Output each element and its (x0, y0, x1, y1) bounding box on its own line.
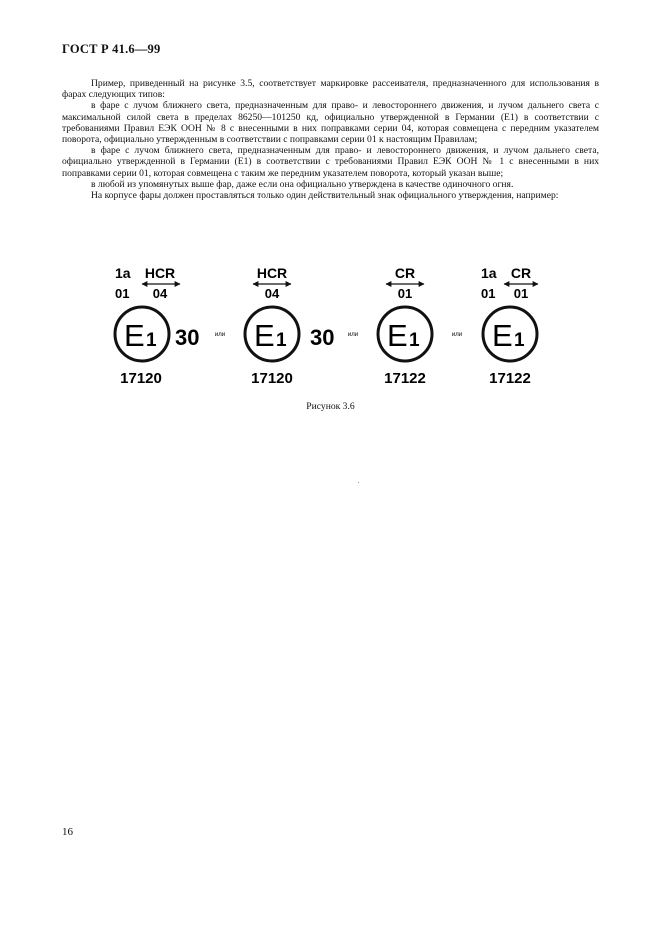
approval-marks-svg (100, 262, 560, 392)
approval-mark-3 (378, 265, 432, 387)
paragraph-item-2: в фаре с лучом ближнего света, предназначенным для право- и левостороннего движения, и лучом дальнего света, официально утвержденной в Германии (Е1) в соответствии с требованиями Правил ЕЭК ООН № 1 с внесенными в них поправками серии 01, которая совмещена с таким же передним указателем поворота, который указан выше; (62, 145, 599, 179)
mark-4-class-series: 01 (481, 286, 496, 301)
paragraph-item-1: в фаре с лучом ближнего света, предназначенным для право- и левостороннего движения, и лучом дальнего света с максимальной силой света в пределах 86250—101250 кд, официально утвержденной в Германии (Е1) в соответствии с требованиями Правил ЕЭК ООН № 8 с внесенными в них поправками серии 04, которая совмещена с передним указателем поворота, официально утвержденным в соответствии с поправками серии 01 к настоящим Правилам; (62, 100, 599, 146)
mark-1-class-series: 01 (115, 286, 130, 301)
mark-4-series: 01 (513, 286, 529, 301)
mark-2-series: 04 (264, 286, 280, 301)
mark-4-code: CR (510, 265, 532, 281)
approval-mark-2 (245, 265, 334, 387)
mark-1-circle-letter: E (124, 318, 145, 353)
mark-1-circle-number: 1 (146, 330, 157, 351)
separator-2: или (347, 332, 359, 338)
paragraph-item-3: в любой из упомянутых выше фар, даже если она официально утверждена в качестве одиночного огня. (91, 178, 514, 190)
mark-2-circle-number: 1 (276, 330, 287, 351)
mark-1-class-label: 1a (115, 265, 131, 281)
body-text (62, 78, 599, 201)
mark-2-circle-letter: E (254, 318, 275, 353)
mark-4-circle-letter: E (492, 318, 513, 353)
mark-1-approval-number: 17120 (120, 370, 162, 387)
mark-1-code: HCR (144, 265, 176, 281)
separator-3: или (451, 332, 463, 338)
mark-3-approval-number: 17122 (384, 370, 426, 387)
paragraph-conclusion: На корпусе фары должен проставляться только один действительный знак официального утверждения, например: (91, 190, 559, 202)
mark-4-circle-number: 1 (514, 330, 525, 351)
mark-3-code: CR (394, 265, 416, 281)
mark-3-series: 01 (397, 286, 413, 301)
paragraph-intro: Пример, приведенный на рисунке 3.5, соответствует маркировке рассеивателя, предназначенного для использования в фарах следующих типов: (62, 78, 599, 101)
mark-4-class-label: 1a (481, 265, 497, 281)
mark-1-side-number: 30 (175, 325, 200, 350)
mark-2-approval-number: 17120 (251, 370, 293, 387)
figure-caption: Рисунок 3.6 (306, 401, 355, 412)
mark-3-circle-letter: E (387, 318, 408, 353)
approval-mark-4 (481, 265, 538, 387)
mark-2-code: HCR (256, 265, 288, 281)
document-header: ГОСТ Р 41.6—99 (62, 42, 161, 56)
mark-3-circle-number: 1 (409, 330, 420, 351)
mark-1-series: 04 (152, 286, 168, 301)
mark-2-side-number: 30 (310, 325, 335, 350)
page-number: 16 (62, 826, 73, 838)
separator-1: или (214, 332, 226, 338)
mark-4-approval-number: 17122 (489, 370, 531, 387)
approval-mark-1 (115, 265, 199, 387)
scan-speck (358, 482, 359, 483)
approval-marks-figure (100, 262, 560, 392)
